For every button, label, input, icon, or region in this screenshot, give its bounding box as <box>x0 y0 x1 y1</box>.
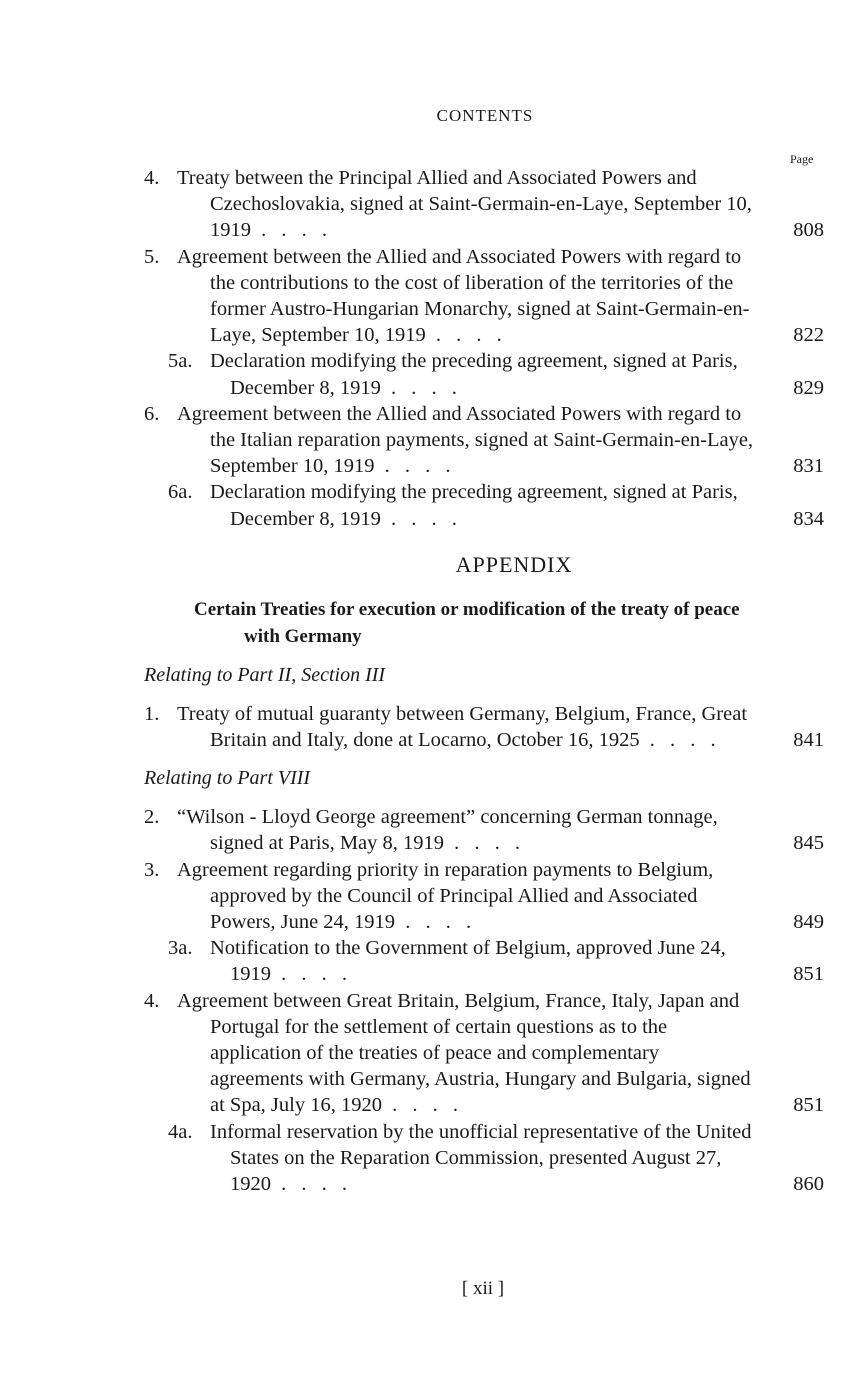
toc-entry-body <box>177 988 756 1119</box>
toc-entry-page: 851 <box>793 1094 824 1117</box>
toc-entry-body <box>177 244 756 349</box>
dot-leader: . . . . <box>374 455 456 478</box>
appendix-title: APPENDIX <box>455 551 573 577</box>
toc-entry-title: Treaty of mutual guaranty between Germany, Belgium, France, Great Britain and Italy, done at Locarno, October 16, 1925 <box>177 702 748 752</box>
toc-entry-title: Agreement between the Allied and Associated Powers with regard to the contributions to the cost of liberation of the territories of the former Austro-Hungarian Monarchy, signed at Saint-Germain-en-Laye, September 10, 1919 <box>177 245 750 347</box>
toc-entry-page: 845 <box>793 832 824 855</box>
toc-entry-title: Notification to the Government of Belgium, approved June 24, 1919 <box>210 937 726 986</box>
toc-entry-number: 6a. <box>168 481 193 504</box>
dot-leader: . . . . <box>639 729 721 752</box>
section-heading-part-viii: Relating to Part VIII <box>144 767 311 790</box>
toc-entry-title: Declaration modifying the preceding agreement, signed at Paris, December 8, 1919 <box>210 350 738 399</box>
toc-entry-page: 860 <box>793 1173 824 1196</box>
table-of-contents <box>144 165 824 1197</box>
toc-entry-page: 822 <box>793 324 824 347</box>
toc-entry-title: Agreement between the Allied and Associated Powers with regard to the Italian reparation payments, signed at Saint-Germain-en-Laye, September 10, 1919 <box>177 402 754 478</box>
appendix-subtitle: Certain Treaties for execution or modification of the treaty of peace with Germany <box>194 598 740 647</box>
toc-entry-number: 6. <box>144 402 160 425</box>
toc-entry-page: 829 <box>793 376 824 399</box>
page-heading: CONTENTS <box>436 106 534 125</box>
dot-leader: . . . . <box>444 832 526 855</box>
toc-entry-body <box>177 804 756 856</box>
toc-entry <box>144 701 824 753</box>
toc-entry-number: 3. <box>144 858 160 881</box>
toc-entries-part-viii <box>144 804 824 1197</box>
toc-entry-body <box>177 701 756 753</box>
toc-entry-body <box>177 401 756 480</box>
dot-leader: . . . . <box>380 376 462 399</box>
toc-entry-page: 834 <box>793 507 824 530</box>
toc-entry-title: Agreement between Great Britain, Belgium, France, Italy, Japan and Portugal for the settlement of certain questions as to the application of the treaties of peace and complementary agreements with Germany, Austria, Hungary and Bulgaria, signed at Spa, July 16, 1920 <box>177 989 751 1117</box>
toc-entry <box>144 935 824 987</box>
toc-entry-number: 2. <box>144 806 160 829</box>
page-folio: [ xii ] <box>461 1278 505 1299</box>
toc-entry <box>144 401 824 480</box>
toc-entry <box>144 988 824 1119</box>
toc-entry-body <box>210 348 756 400</box>
toc-entry-number: 5a. <box>168 350 193 373</box>
toc-entries-top <box>144 165 824 532</box>
toc-entry-number: 1. <box>144 702 160 725</box>
dot-leader: . . . . <box>251 219 332 242</box>
toc-entry-page: 851 <box>793 963 824 986</box>
toc-entry-title: Declaration modifying the preceding agreement, signed at Paris, December 8, 1919 <box>210 481 738 530</box>
toc-entry-page: 808 <box>793 219 824 242</box>
toc-entry <box>144 857 824 936</box>
toc-entry-body <box>177 857 756 936</box>
toc-entry-page: 831 <box>793 455 824 478</box>
dot-leader: . . . . <box>271 963 352 986</box>
toc-entry-number: 5. <box>144 245 160 268</box>
toc-entry-title: Agreement regarding priority in reparation payments to Belgium, approved by the Council of Principal Allied and Associated Powers, June 24, 1919 <box>177 858 714 934</box>
dot-leader: . . . . <box>380 507 462 530</box>
dot-leader: . . . . <box>395 911 477 934</box>
dot-leader: . . . . <box>425 324 507 347</box>
toc-entry-number: 4. <box>144 989 160 1012</box>
toc-entry <box>144 348 824 400</box>
toc-entry-number: 4a. <box>168 1120 193 1143</box>
dot-leader: . . . . <box>271 1173 352 1196</box>
toc-entry-page: 841 <box>793 729 824 752</box>
toc-entries-part-ii <box>144 701 824 753</box>
toc-entry <box>144 244 824 349</box>
toc-entry <box>144 165 824 244</box>
toc-entry-body <box>210 935 756 987</box>
toc-entry-body <box>210 1119 756 1198</box>
toc-entry-number: 4. <box>144 167 160 189</box>
toc-entry <box>144 1119 824 1198</box>
toc-entry-body <box>210 479 756 531</box>
toc-entry-title: “Wilson - Lloyd George agreement” concerning German tonnage, signed at Paris, May 8, 1919 <box>177 806 718 855</box>
page-column-label: Page <box>790 152 814 166</box>
section-heading-part-ii: Relating to Part II, Section III <box>144 663 386 686</box>
toc-entry-body <box>177 165 756 244</box>
toc-entry-title: Treaty between the Principal Allied and Associated Powers and Czechoslovakia, signed at Saint-Germain-en-Laye, September 10, 1919 <box>177 167 752 242</box>
dot-leader: . . . . <box>381 1094 463 1117</box>
toc-entry-title: Informal reservation by the unofficial representative of the United States on the Reparation Commission, presented August 27, 1920 <box>210 1120 752 1196</box>
toc-entry-number: 3a. <box>168 937 193 960</box>
toc-entry-page: 849 <box>793 911 824 934</box>
toc-entry <box>144 804 824 856</box>
toc-entry <box>144 479 824 531</box>
